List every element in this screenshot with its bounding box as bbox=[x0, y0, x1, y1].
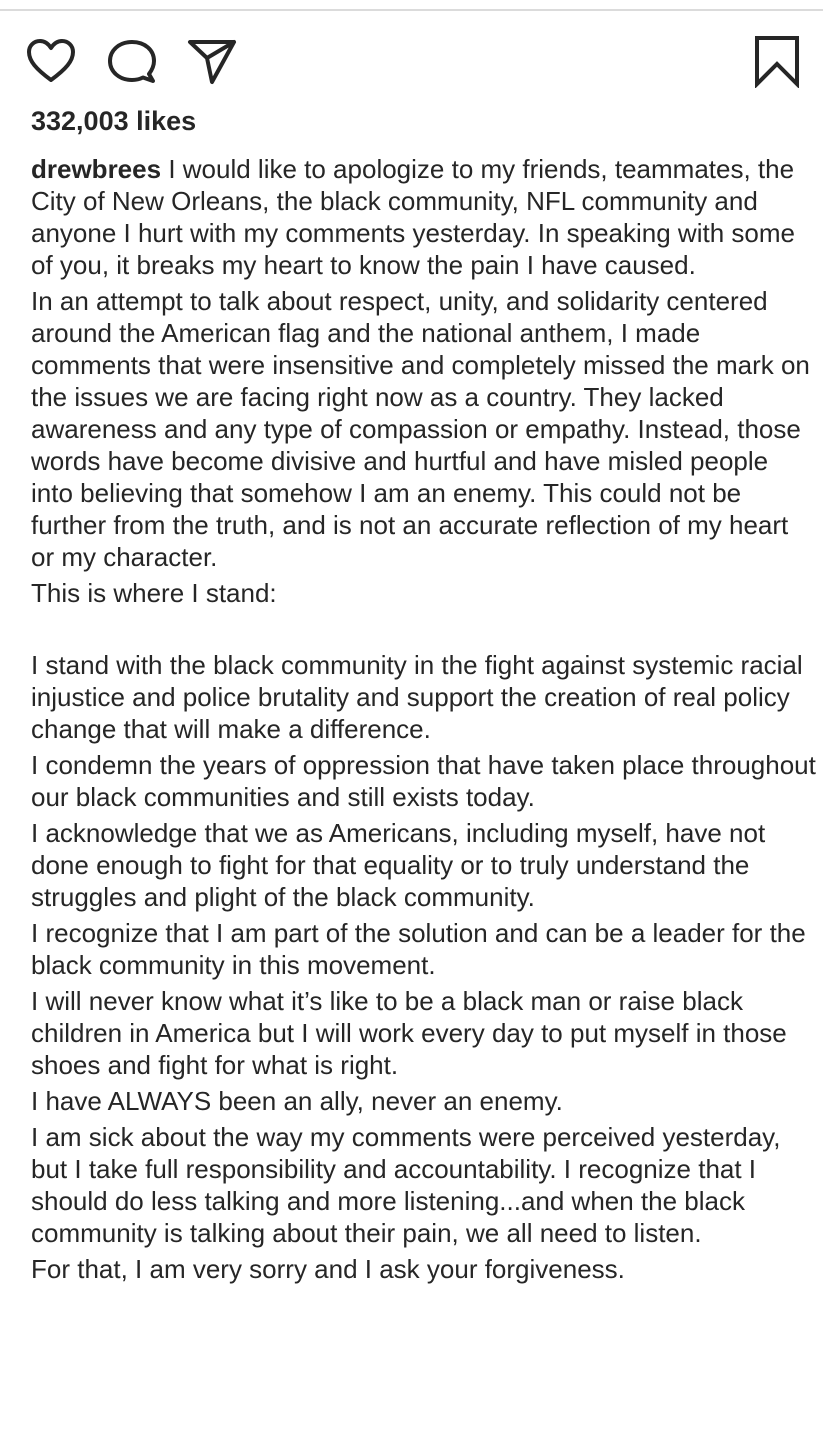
caption-first-paragraph bbox=[31, 153, 816, 281]
caption-text: I would like to apologize to my friends, teammates, the City of New Orleans, the black community, NFL community and anyone I hurt with my comments yesterday. In speaking with some of you, it breaks my heart to know the pain I have caused. bbox=[31, 154, 795, 280]
caption-paragraph: I stand with the black community in the fight against systemic racial injustice and police brutality and support the creation of real policy change that will make a difference. bbox=[31, 650, 803, 744]
comment-bubble-icon[interactable] bbox=[106, 38, 158, 86]
post-caption bbox=[31, 153, 816, 1289]
like-count[interactable]: 332,003 likes bbox=[31, 106, 197, 136]
caption-paragraph: I condemn the years of oppression that have taken place throughout our black communities and still exists today. bbox=[31, 750, 816, 812]
heart-icon[interactable] bbox=[26, 38, 76, 84]
caption-paragraph: I am sick about the way my comments were perceived yesterday, but I take full responsibility and accountability. I recognize that I should do less talking and more listening...and when the black community is talking about their pain, we all need to listen. bbox=[31, 1122, 781, 1248]
caption-paragraph: I recognize that I am part of the solution and can be a leader for the black community in this movement. bbox=[31, 918, 806, 980]
caption-paragraph: For that, I am very sorry and I ask your forgiveness. bbox=[31, 1254, 625, 1284]
post-action-bar bbox=[0, 30, 823, 90]
caption-paragraph: In an attempt to talk about respect, unity, and solidarity centered around the American flag and the national anthem, I made comments that were insensitive and completely missed the mark on the issues we are facing right now as a country. They lacked awareness and any type of compassion or empathy. Instead, those words have become divisive and hurtful and have misled people into believing that somehow I am an enemy. This could not be further from the truth, and is not an accurate reflection of my heart or my character. bbox=[31, 286, 810, 572]
bookmark-icon[interactable] bbox=[753, 34, 801, 88]
caption-paragraph: This is where I stand: bbox=[31, 578, 277, 608]
paper-plane-icon[interactable] bbox=[186, 36, 238, 86]
username-link[interactable]: drewbrees bbox=[31, 154, 162, 184]
caption-paragraph: I have ALWAYS been an ally, never an enemy. bbox=[31, 1086, 563, 1116]
caption-paragraph: I will never know what it’s like to be a black man or raise black children in America but I will work every day to put myself in those shoes and fight for what is right. bbox=[31, 986, 787, 1080]
top-divider bbox=[0, 9, 823, 11]
caption-paragraph: I acknowledge that we as Americans, including myself, have not done enough to fight for that equality or to truly understand the struggles and plight of the black community. bbox=[31, 818, 766, 912]
